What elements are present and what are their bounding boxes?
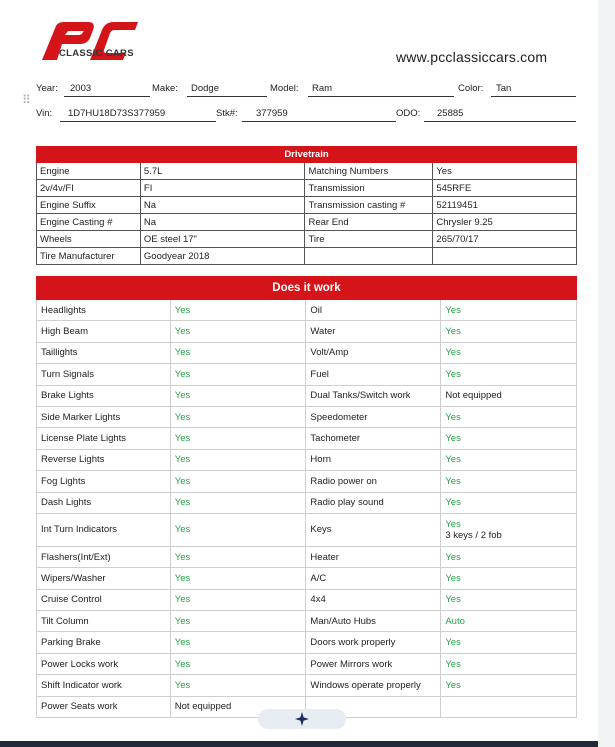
drivetrain-cell: 2v/4v/FI — [37, 180, 141, 197]
check-item-label: Int Turn Indicators — [37, 513, 171, 546]
vin-value: 1D7HU18D73S377959 — [68, 108, 166, 119]
odo-value: 25885 — [437, 108, 464, 119]
check-row — [37, 611, 577, 632]
color-label: Color: — [458, 83, 484, 94]
check-item-label: Fog Lights — [37, 471, 171, 492]
stk-underline — [242, 121, 396, 122]
check-item-label: Fuel — [306, 364, 441, 385]
check-item-label: Headlights — [37, 300, 171, 321]
check-item-label: Power Mirrors work — [306, 653, 441, 674]
check-item-label: 4x4 — [306, 589, 441, 610]
drivetrain-cell: Transmission casting # — [305, 197, 433, 214]
assistant-pill-button[interactable] — [258, 709, 346, 729]
check-item-status: Yes — [170, 675, 306, 696]
color-underline — [491, 96, 576, 97]
check-item-label: Side Marker Lights — [37, 406, 171, 427]
check-item-label: Turn Signals — [37, 364, 171, 385]
check-item-status: Yes — [441, 342, 577, 363]
drivetrain-cell: Wheels — [37, 231, 141, 248]
vin-underline — [60, 121, 216, 122]
drivetrain-cell: 52119451 — [433, 197, 577, 214]
check-item-status: Yes — [170, 406, 306, 427]
check-item-label: Reverse Lights — [37, 449, 171, 470]
vehicle-id-row — [36, 108, 576, 122]
check-item-status: Yes — [441, 406, 577, 427]
model-value: Ram — [312, 83, 333, 94]
odo-underline — [424, 121, 576, 122]
check-item-status-note: 3 keys / 2 fob — [445, 529, 502, 541]
drivetrain-row — [37, 231, 577, 248]
check-item-status: Yes — [441, 300, 577, 321]
check-item-status: Yes — [441, 589, 577, 610]
check-item-status: Yes — [441, 471, 577, 492]
check-item-status: Yes — [170, 300, 306, 321]
drivetrain-cell: Tire Manufacturer — [37, 248, 141, 265]
check-item-label: Radio power on — [306, 471, 441, 492]
logo-text: CLASSIC CARS — [59, 48, 134, 59]
drivetrain-cell: Na — [140, 197, 305, 214]
check-item-status: Yes — [170, 653, 306, 674]
check-item-status-value: Yes — [445, 518, 461, 530]
check-item-label: License Plate Lights — [37, 428, 171, 449]
drivetrain-cell: Engine Suffix — [37, 197, 141, 214]
drivetrain-cell: Engine — [37, 163, 141, 180]
check-row — [37, 449, 577, 470]
check-item-status: Yes — [170, 589, 306, 610]
check-item-status: Yes — [170, 632, 306, 653]
check-item-status: Not equipped — [170, 696, 306, 717]
check-row — [37, 589, 577, 610]
check-item-status: Yes — [170, 471, 306, 492]
year-underline — [64, 96, 150, 97]
check-item-status: Yes — [170, 342, 306, 363]
check-item-status: Yes — [441, 321, 577, 342]
vin-label: Vin: — [36, 108, 53, 119]
stk-label: Stk#: — [216, 108, 238, 119]
drivetrain-title: Drivetrain — [37, 147, 577, 163]
check-item-status: Yes — [441, 428, 577, 449]
check-item-label: Volt/Amp — [306, 342, 441, 363]
drivetrain-cell: OE steel 17" — [140, 231, 305, 248]
check-item-label: High Beam — [37, 321, 171, 342]
check-item-label: Horn — [306, 449, 441, 470]
drivetrain-cell — [433, 248, 577, 265]
drivetrain-cell: Matching Numbers — [305, 163, 433, 180]
check-row — [37, 675, 577, 696]
drivetrain-cell: 5.7L — [140, 163, 305, 180]
check-item-label: Water — [306, 321, 441, 342]
check-item-label: Doors work properly — [306, 632, 441, 653]
does-it-work-title: Does it work — [37, 277, 577, 300]
check-item-status: Yes — [441, 675, 577, 696]
check-item-status: Yes — [170, 546, 306, 567]
check-item-label: Wipers/Washer — [37, 568, 171, 589]
check-item-status: Yes — [441, 568, 577, 589]
drivetrain-cell: Transmission — [305, 180, 433, 197]
does-it-work-table — [36, 276, 577, 718]
check-item-status — [441, 696, 577, 717]
check-item-status: Yes — [170, 568, 306, 589]
check-row — [37, 321, 577, 342]
check-item-status: Yes — [441, 364, 577, 385]
check-item-label: Shift Indicator work — [37, 675, 171, 696]
check-item-label: Brake Lights — [37, 385, 171, 406]
check-item-status: Yes — [170, 364, 306, 385]
check-row — [37, 653, 577, 674]
check-row — [37, 300, 577, 321]
drivetrain-row — [37, 180, 577, 197]
sparkle-icon — [295, 712, 309, 726]
check-row — [37, 546, 577, 567]
model-label: Model: — [270, 83, 299, 94]
color-value: Tan — [496, 83, 512, 94]
check-item-label: Radio play sound — [306, 492, 441, 513]
check-item-label: Dual Tanks/Switch work — [306, 385, 441, 406]
check-item-status: Yes — [170, 611, 306, 632]
make-underline — [187, 96, 267, 97]
check-item-label: Parking Brake — [37, 632, 171, 653]
scrollbar[interactable] — [598, 0, 615, 747]
check-item-label: Windows operate properly — [306, 675, 441, 696]
model-underline — [308, 96, 454, 97]
check-item-status: Yes — [170, 321, 306, 342]
website-url[interactable]: www.pcclassiccars.com — [396, 49, 548, 65]
check-item-status: Yes — [170, 385, 306, 406]
check-item-status: Yes — [170, 492, 306, 513]
drivetrain-cell: Tire — [305, 231, 433, 248]
check-item-status: Yes — [441, 653, 577, 674]
vehicle-info-row — [36, 83, 576, 97]
drivetrain-cell: Chrysler 9.25 — [433, 214, 577, 231]
drivetrain-cell — [305, 248, 433, 265]
check-item-status: Auto — [441, 611, 577, 632]
check-item-label: Taillights — [37, 342, 171, 363]
drivetrain-cell: 545RFE — [433, 180, 577, 197]
drivetrain-cell: FI — [140, 180, 305, 197]
drivetrain-row — [37, 197, 577, 214]
check-item-label: Cruise Control — [37, 589, 171, 610]
check-item-label: Speedometer — [306, 406, 441, 427]
make-label: Make: — [152, 83, 178, 94]
drivetrain-cell: Yes — [433, 163, 577, 180]
year-value: 2003 — [70, 83, 92, 94]
check-item-label: Tilt Column — [37, 611, 171, 632]
stk-value: 377959 — [256, 108, 288, 119]
check-row — [37, 364, 577, 385]
drivetrain-row — [37, 248, 577, 265]
check-row — [37, 471, 577, 492]
check-item-label: Keys — [306, 513, 441, 546]
drivetrain-row — [37, 163, 577, 180]
check-row — [37, 406, 577, 427]
drag-handle-icon[interactable]: ⠿ — [22, 93, 31, 107]
drivetrain-cell: Rear End — [305, 214, 433, 231]
bottom-edge — [0, 741, 598, 747]
check-item-label: A/C — [306, 568, 441, 589]
drivetrain-row — [37, 214, 577, 231]
check-item-status: Yes — [441, 546, 577, 567]
check-item-status — [441, 513, 577, 546]
check-item-status: Yes — [170, 513, 306, 546]
check-row — [37, 342, 577, 363]
check-row — [37, 428, 577, 449]
check-item-label: Tachometer — [306, 428, 441, 449]
make-value: Dodge — [191, 83, 219, 94]
odo-label: ODO: — [396, 108, 421, 119]
check-item-status: Not equipped — [441, 385, 577, 406]
check-item-label: Man/Auto Hubs — [306, 611, 441, 632]
check-item-label: Dash Lights — [37, 492, 171, 513]
check-row — [37, 492, 577, 513]
check-item-status: Yes — [441, 632, 577, 653]
check-item-status: Yes — [170, 449, 306, 470]
drivetrain-table — [36, 146, 577, 265]
drivetrain-cell: Engine Casting # — [37, 214, 141, 231]
check-row — [37, 513, 577, 546]
check-item-status: Yes — [441, 449, 577, 470]
drivetrain-cell: Na — [140, 214, 305, 231]
drivetrain-cell: 265/70/17 — [433, 231, 577, 248]
check-item-label: Power Seats work — [37, 696, 171, 717]
check-item-status: Yes — [441, 492, 577, 513]
drivetrain-cell: Goodyear 2018 — [140, 248, 305, 265]
check-item-label: Heater — [306, 546, 441, 567]
check-row — [37, 632, 577, 653]
check-row — [37, 385, 577, 406]
check-item-status: Yes — [170, 428, 306, 449]
check-item-label: Power Locks work — [37, 653, 171, 674]
check-row — [37, 568, 577, 589]
check-item-label: Oil — [306, 300, 441, 321]
year-label: Year: — [36, 83, 58, 94]
check-item-label: Flashers(Int/Ext) — [37, 546, 171, 567]
